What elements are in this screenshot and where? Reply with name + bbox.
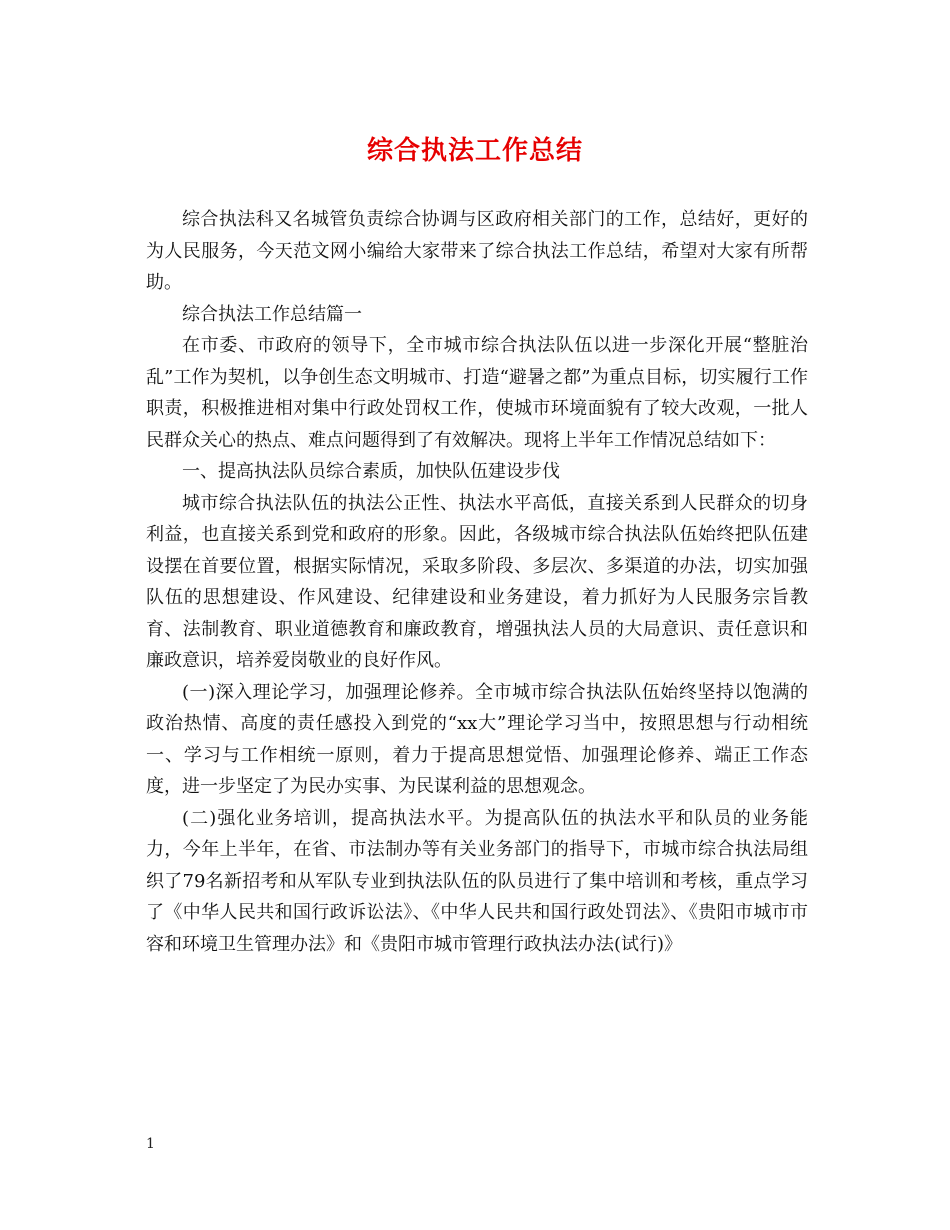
document-title: 综合执法工作总结 (366, 136, 583, 166)
paragraph-business-training: (二)强化业务培训，提高执法水平。为提高队伍的执法水平和队员的业务能力，今年上半年，在省、市法制办等有关业务部门的指导下，市城市综合执法局组织了79名新招考和从军队专业到执法队伍的队员进行了集中培训和考核，重点学习了《中华人民共和国行政诉讼法》、《中华人民共和国行政处罚法》、《贵阳市城市市容和环境卫生管理办法》和《贵阳市城市管理行政执法办法(试行)》 (146, 807, 808, 955)
section-heading-part-one: 综合执法工作总结篇一 (182, 303, 362, 325)
section-heading-team-quality: 一、提高执法队员综合素质，加快队伍建设步伐 (182, 461, 560, 482)
paragraph-theory-study: (一)深入理论学习，加强理论修养。全市城市综合执法队伍始终坚持以饱满的政治热情、高度的责任感投入到党的“xx大”理论学习当中，按照思想与行动相统一、学习与工作相统一原则，着力于提高思想觉悟、加强理论修养、端正工作态度，进一步坚定了为民办实事、为民谋利益的思想观念。 (146, 681, 808, 797)
document-body (146, 204, 808, 960)
paragraph-overview: 在市委、市政府的领导下，全市城市综合执法队伍以进一步深化开展“整脏治乱”工作为契机，以争创生态文明城市、打造“避暑之都”为重点目标，切实履行工作职责，积极推进相对集中行政处罚权工作，使城市环境面貌有了较大改观，一批人民群众关心的热点、难点问题得到了有效解决。现将上半年工作情况总结如下： (146, 335, 808, 451)
paragraph-team-building: 城市综合执法队伍的执法公正性、执法水平高低，直接关系到人民群众的切身利益，也直接关系到党和政府的形象。因此，各级城市综合执法队伍始终把队伍建设摆在首要位置，根据实际情况，采取多阶段、多层次、多渠道的办法，切实加强队伍的思想建设、作风建设、纪律建设和业务建设，着力抓好为人民服务宗旨教育、法制教育、职业道德教育和廉政教育，增强执法人员的大局意识、责任意识和廉政意识，培养爱岗敬业的良好作风。 (146, 492, 808, 671)
paragraph-intro: 综合执法科又名城管负责综合协调与区政府相关部门的工作，总结好，更好的为人民服务，今天范文网小编给大家带来了综合执法工作总结，希望对大家有所帮助。 (146, 209, 808, 293)
page-number: 1 (146, 1136, 155, 1152)
